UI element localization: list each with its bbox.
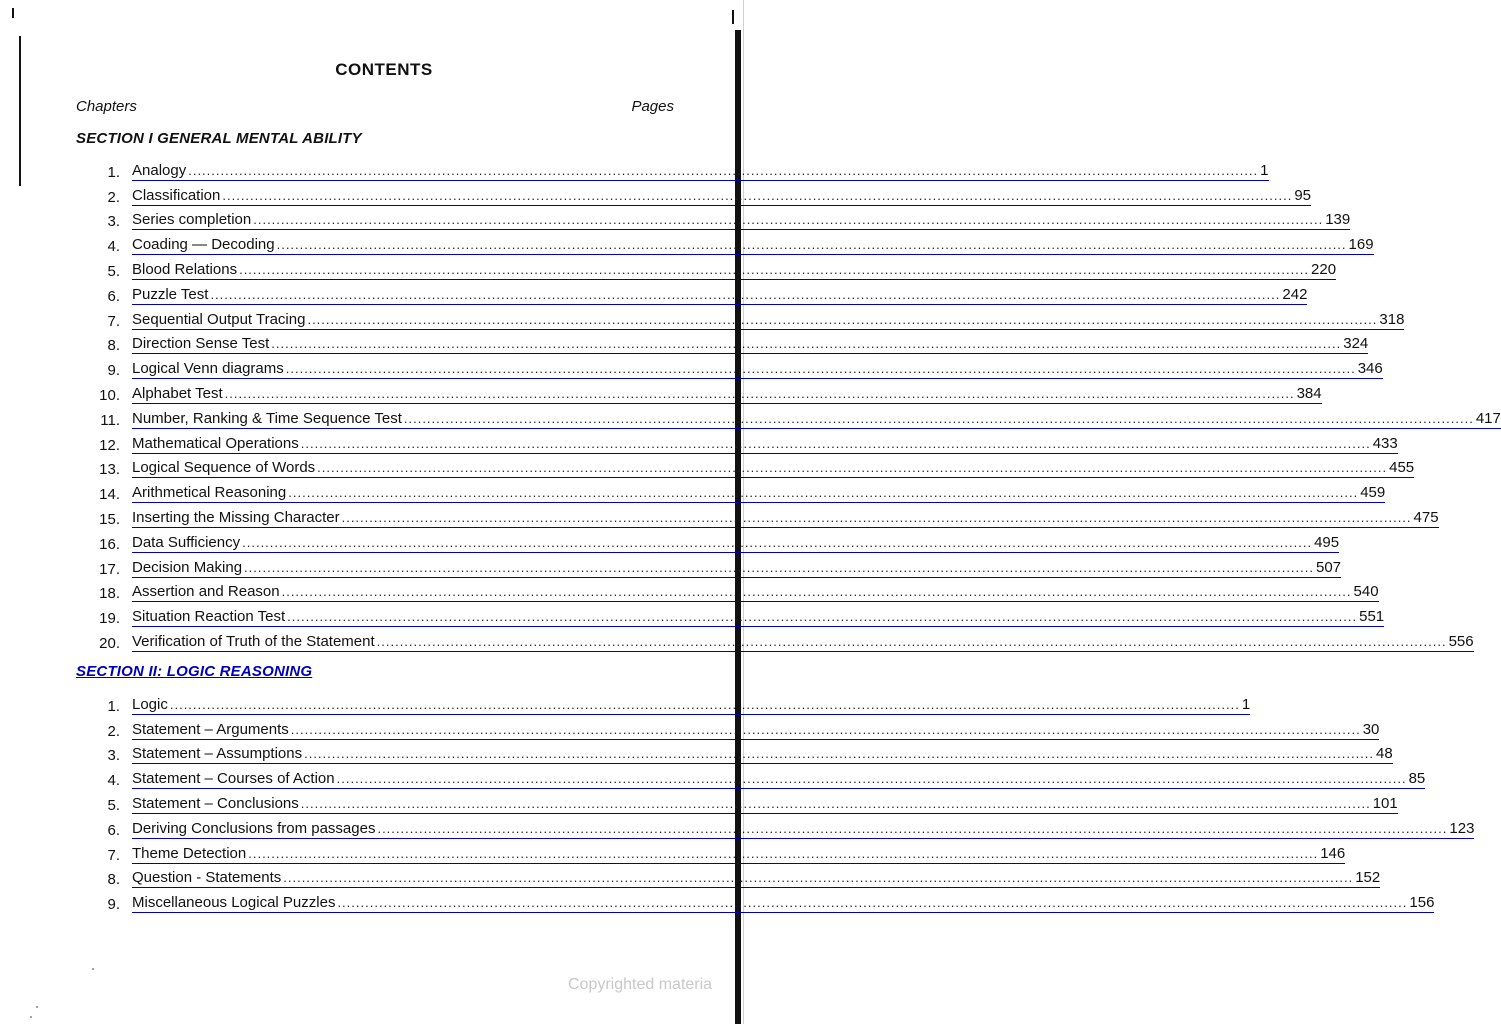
toc-entry-number: 18. — [99, 585, 120, 603]
scan-speck — [92, 968, 94, 970]
toc-entry-title: Assertion and Reason — [132, 583, 280, 601]
dot-leader — [210, 286, 1280, 303]
dot-leader — [287, 608, 1357, 625]
toc-entry-number: 13. — [99, 461, 120, 479]
toc-entry-number: 2. — [107, 722, 120, 740]
section-1-heading: SECTION I GENERAL MENTAL ABILITY — [76, 130, 362, 147]
toc-entry-number: 14. — [99, 486, 120, 504]
toc-entry[interactable] — [76, 181, 1312, 206]
toc-entry-title: Inserting the Missing Character — [132, 508, 340, 526]
toc-entry-link[interactable] — [132, 869, 1380, 888]
toc-entry-link[interactable] — [132, 894, 1434, 913]
dot-leader — [222, 187, 1292, 204]
toc-entry[interactable] — [76, 354, 1383, 380]
toc-entry[interactable] — [76, 330, 1369, 355]
toc-entry-number: 4. — [107, 772, 120, 790]
toc-entry[interactable] — [76, 429, 1398, 454]
toc-entry-link[interactable] — [132, 261, 1336, 280]
toc-entry-link[interactable] — [132, 583, 1379, 602]
dot-leader — [239, 261, 1309, 278]
toc-entry[interactable] — [76, 206, 1351, 231]
toc-entry[interactable] — [76, 740, 1393, 765]
section-1-toc-list — [76, 156, 1501, 652]
toc-entry-page: 318 — [1379, 310, 1405, 328]
toc-entry[interactable] — [76, 379, 1322, 404]
toc-entry[interactable] — [76, 478, 1386, 504]
dot-leader — [271, 335, 1341, 352]
toc-entry-number: 6. — [107, 821, 120, 839]
copyright-watermark: Copyrighted materia — [568, 976, 713, 993]
toc-entry[interactable] — [76, 156, 1269, 181]
toc-entry-title: Logic — [132, 695, 168, 713]
toc-entry-page: 1 — [1241, 695, 1251, 713]
toc-entry-title: Statement – Conclusions — [132, 794, 299, 812]
dot-leader — [377, 820, 1447, 837]
dot-leader — [307, 311, 1377, 328]
toc-entry-page: 95 — [1294, 186, 1312, 204]
scan-speck — [36, 1006, 38, 1008]
toc-entry-page: 475 — [1413, 508, 1439, 526]
toc-entry[interactable] — [76, 404, 1501, 429]
toc-entry-number: 3. — [107, 747, 120, 765]
toc-entry-link[interactable] — [132, 633, 1474, 652]
toc-entry-title: Sequential Output Tracing — [132, 310, 306, 328]
toc-entry-page: 1 — [1260, 161, 1269, 179]
toc-entry-link[interactable] — [132, 410, 1501, 429]
toc-entry-link[interactable] — [132, 509, 1439, 528]
dot-leader — [286, 360, 1356, 377]
toc-entry[interactable] — [76, 864, 1381, 889]
toc-entry-link[interactable] — [132, 770, 1425, 789]
dot-leader — [337, 770, 1407, 787]
toc-entry-link[interactable] — [132, 696, 1250, 715]
toc-entry-title: Direction Sense Test — [132, 335, 270, 353]
toc-entry[interactable] — [76, 280, 1308, 305]
dot-leader — [304, 745, 1374, 762]
dot-leader — [301, 435, 1371, 452]
toc-entry-page: 30 — [1362, 720, 1380, 738]
toc-entry-page: 101 — [1372, 794, 1398, 812]
toc-entry-title: Situation Reaction Test — [132, 608, 286, 626]
toc-entry-page: 169 — [1348, 236, 1374, 254]
toc-entry-page: 540 — [1353, 583, 1379, 601]
section-2-toc-list — [76, 690, 1475, 914]
toc-entry-number: 17. — [99, 560, 120, 578]
toc-entry-number: 2. — [107, 188, 120, 206]
toc-entry-link[interactable] — [132, 534, 1339, 553]
dot-leader — [288, 484, 1358, 501]
toc-entry[interactable] — [76, 888, 1435, 914]
toc-entry-link[interactable] — [132, 311, 1404, 330]
toc-entry-page: 324 — [1343, 335, 1369, 353]
toc-entry-title: Decision Making — [132, 558, 243, 576]
dot-leader — [277, 236, 1347, 253]
toc-entry-page: 556 — [1448, 632, 1474, 650]
toc-entry-link[interactable] — [132, 608, 1384, 627]
chapters-column-header: Chapters — [76, 98, 137, 115]
toc-entry-title: Question - Statements — [132, 869, 282, 887]
toc-entry-number: 9. — [107, 362, 120, 380]
toc-entry-page: 433 — [1372, 434, 1398, 452]
toc-entry-number: 19. — [99, 610, 120, 628]
toc-entry-title: Data Sufficiency — [132, 533, 241, 551]
toc-entry-number: 8. — [107, 871, 120, 889]
toc-entry-number: 12. — [99, 436, 120, 454]
toc-entry-title: Statement – Assumptions — [132, 745, 303, 763]
toc-entry-link[interactable] — [132, 745, 1393, 764]
toc-entry[interactable] — [76, 627, 1474, 652]
section-2-heading[interactable]: SECTION II: LOGIC REASONING — [76, 663, 313, 680]
toc-entry[interactable] — [76, 230, 1374, 256]
toc-entry-page: 220 — [1311, 260, 1337, 278]
toc-entry-number: 16. — [99, 535, 120, 553]
toc-entry-title: Logical Venn diagrams — [132, 360, 284, 378]
toc-entry-title: Statement – Arguments — [132, 720, 289, 738]
toc-entry-link[interactable] — [132, 484, 1385, 503]
toc-entry-number: 6. — [107, 287, 120, 305]
toc-entry[interactable] — [76, 715, 1380, 740]
toc-entry-title: Verification of Truth of the Statement — [132, 632, 375, 650]
dot-leader — [225, 385, 1295, 402]
toc-entry-link[interactable] — [132, 187, 1311, 206]
toc-entry-number: 3. — [107, 213, 120, 231]
dot-leader — [253, 211, 1323, 228]
dot-leader — [283, 869, 1353, 886]
toc-entry-number: 5. — [107, 796, 120, 814]
toc-entry-page: 551 — [1359, 608, 1385, 626]
toc-entry-page: 85 — [1408, 770, 1426, 788]
toc-entry-title: Puzzle Test — [132, 285, 209, 303]
toc-entry-number: 1. — [107, 163, 120, 181]
toc-entry-page: 242 — [1282, 285, 1308, 303]
toc-entry[interactable] — [76, 764, 1426, 790]
page-title: CONTENTS — [335, 60, 433, 79]
scan-edge-left-top — [12, 8, 14, 18]
toc-entry-title: Logical Sequence of Words — [132, 459, 316, 477]
toc-entry-title: Deriving Conclusions from passages — [132, 819, 376, 837]
toc-entry-link[interactable] — [132, 236, 1374, 255]
toc-entry-number: 5. — [107, 262, 120, 280]
toc-entry-link[interactable] — [132, 795, 1398, 814]
toc-entry-link[interactable] — [132, 721, 1379, 740]
dot-leader — [317, 459, 1387, 476]
toc-entry-title: Statement – Courses of Action — [132, 770, 335, 788]
toc-entry-page: 123 — [1449, 819, 1475, 837]
toc-entry-number: 10. — [99, 386, 120, 404]
toc-entry[interactable] — [76, 503, 1439, 528]
toc-entry-page: 417 — [1475, 409, 1501, 427]
toc-entry-link[interactable] — [132, 820, 1474, 839]
toc-entry[interactable] — [76, 553, 1342, 578]
scan-speck — [30, 1016, 32, 1018]
toc-entry[interactable] — [76, 602, 1385, 628]
dot-leader — [301, 795, 1371, 812]
scan-edge-left — [19, 36, 21, 186]
toc-entry-link[interactable] — [132, 559, 1341, 578]
toc-entry-title: Coading — Decoding — [132, 236, 275, 254]
toc-entry[interactable] — [76, 528, 1340, 553]
dot-leader — [291, 721, 1361, 738]
toc-entry-link[interactable] — [132, 286, 1307, 305]
toc-entry-page: 459 — [1360, 484, 1386, 502]
toc-entry-number: 8. — [107, 337, 120, 355]
dot-leader — [170, 696, 1240, 713]
toc-entry-title: Mathematical Operations — [132, 434, 299, 452]
scan-edge-right-top — [732, 10, 734, 24]
toc-entry-title: Miscellaneous Logical Puzzles — [132, 894, 336, 912]
toc-entry[interactable] — [76, 839, 1346, 864]
toc-entry-page: 156 — [1409, 894, 1435, 912]
toc-entry-page: 48 — [1376, 745, 1393, 763]
toc-entry[interactable] — [76, 578, 1379, 603]
toc-entry-title: Number, Ranking & Time Sequence Test — [132, 409, 402, 427]
toc-entry-page: 346 — [1357, 360, 1383, 378]
toc-entry-page: 146 — [1320, 844, 1346, 862]
toc-entry-page: 455 — [1389, 459, 1415, 477]
dot-leader — [244, 559, 1314, 576]
toc-entry-number: 7. — [107, 312, 120, 330]
toc-entry-title: Alphabet Test — [132, 384, 223, 402]
toc-entry-page: 384 — [1296, 384, 1322, 402]
toc-entry-link[interactable] — [132, 360, 1383, 379]
toc-entry-link[interactable] — [132, 335, 1368, 354]
pages-column-header: Pages — [631, 98, 674, 115]
toc-entry-page: 139 — [1325, 211, 1351, 229]
dot-leader — [242, 534, 1312, 551]
toc-entry-number: 11. — [100, 411, 120, 429]
toc-entry-link[interactable] — [132, 162, 1269, 181]
toc-entry-link[interactable] — [132, 385, 1322, 404]
dot-leader — [337, 894, 1407, 911]
dot-leader — [282, 583, 1352, 600]
toc-entry-number: 15. — [99, 510, 120, 528]
toc-entry-link[interactable] — [132, 211, 1350, 230]
toc-entry-link[interactable] — [132, 459, 1414, 478]
toc-entry-page: 507 — [1316, 558, 1342, 576]
dot-leader — [404, 410, 1474, 427]
toc-entry-title: Theme Detection — [132, 844, 247, 862]
toc-entry-page: 152 — [1355, 869, 1381, 887]
toc-entry[interactable] — [76, 814, 1475, 839]
toc-entry[interactable] — [76, 690, 1251, 715]
toc-entry-number: 1. — [107, 697, 120, 715]
dot-leader — [248, 845, 1318, 862]
dot-leader — [342, 509, 1412, 526]
toc-entry-title: Blood Relations — [132, 260, 238, 278]
toc-entry-title: Analogy — [132, 161, 187, 179]
toc-entry-link[interactable] — [132, 845, 1345, 864]
dot-leader — [377, 633, 1447, 650]
toc-entry-page: 495 — [1314, 533, 1340, 551]
toc-entry-number: 7. — [107, 846, 120, 864]
toc-entry-number: 4. — [107, 238, 120, 256]
toc-entry-title: Series completion — [132, 211, 252, 229]
toc-entry[interactable] — [76, 255, 1337, 280]
toc-entry-number: 9. — [107, 896, 120, 914]
dot-leader — [188, 162, 1258, 179]
toc-entry[interactable] — [76, 305, 1405, 330]
toc-entry-number: 20. — [99, 634, 120, 652]
toc-entry-title: Arithmetical Reasoning — [132, 484, 287, 502]
toc-entry-title: Classification — [132, 186, 221, 204]
toc-entry[interactable] — [76, 454, 1415, 479]
toc-entry-link[interactable] — [132, 435, 1398, 454]
toc-entry[interactable] — [76, 789, 1398, 814]
